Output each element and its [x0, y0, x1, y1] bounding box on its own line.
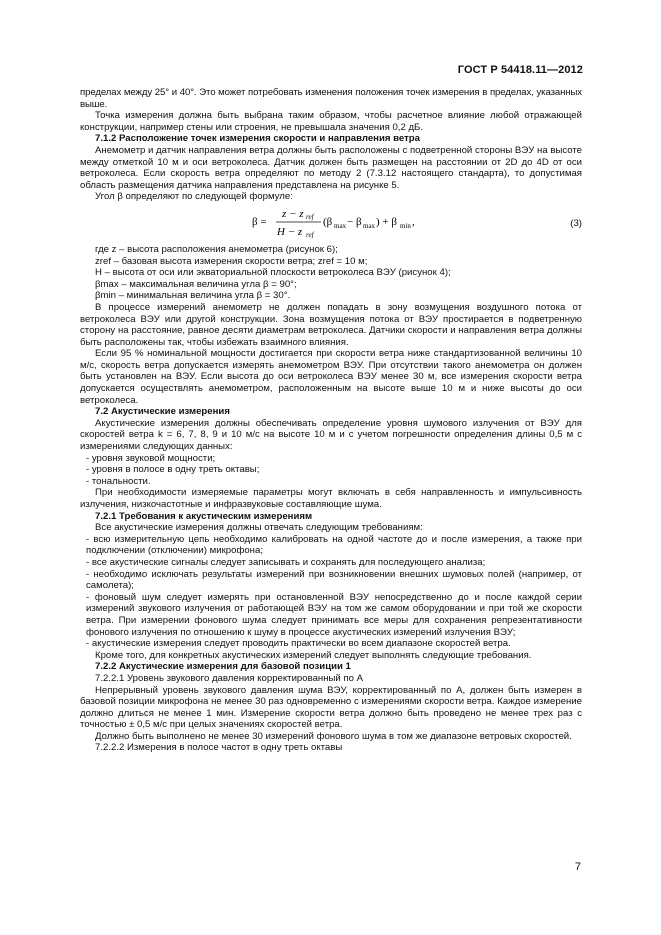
list-item: - уровня звуковой мощности; — [86, 452, 216, 464]
paragraph: Угол β определяют по следующей формуле: — [95, 191, 293, 203]
svg-text:max: max — [363, 221, 376, 230]
paragraph: Кроме того, для конкретных акустических измерений следует выполнять следующие требования. — [95, 649, 532, 661]
svg-text:β =: β = — [252, 215, 267, 228]
svg-text:H − z: H − z — [277, 225, 303, 238]
where-line: где z – высота расположения анемометра (рисунок 6); — [95, 243, 338, 255]
subsection-heading: 7.2.2.1 Уровень звукового давления корректированный по А — [95, 672, 364, 684]
doc-code-header: ГОСТ Р 54418.11—2012 — [457, 64, 583, 76]
svg-text:ref: ref — [306, 230, 314, 239]
svg-text:(β: (β — [323, 215, 333, 228]
paragraph: Непрерывный уровень звукового давления шума ВЭУ, корректированный по А, должен быть измерен в базовой позиции микрофона не менее 30 раз одновременно с измерениями скорости ветра. Каждое измерение должно длиться не менее 1 мин. Измерение скорости ветра должно быть проведено не менее трех раз с точностью ± 0,5 м/с при целых значениях скоростей ветра. — [80, 684, 582, 731]
paragraph: Акустические измерения должны обеспечивать определение уровня шумового излучения от ВЭУ для скоростей ветра k = 6, 7, 8, 9 и 10 м/с на высоте 10 м и с учетом погрешности определения длины 0,5 м с измерениями следующих данных: — [80, 417, 582, 453]
list-item: - фоновый шум следует измерять при остановленной ВЭУ непосредственно до и после каждой серии измерений звукового излучения от работающей ВЭУ на том же самом оборудовании и при той же скорости ветра. При измерении фонового шума следует принимать все меры для сохранения репрезентативности фонового излучения по отношению к шуму в процессе акустических измерений излучения ВЭУ; — [86, 591, 582, 638]
svg-text:,: , — [412, 215, 415, 228]
list-item: - необходимо исключать результаты измерений при возникновении внешних шумовых полей (например, от самолета); — [86, 568, 582, 592]
beta-formula — [250, 205, 450, 241]
list-item: - тональности. — [86, 475, 151, 487]
svg-text:z − z: z − z — [282, 207, 304, 220]
paragraph: Анемометр и датчик направления ветра должны быть расположены с подветренной стороны ВЭУ на высоте между отметкой 10 м и оси ветроколеса. Датчик должен быть размещен на расстоянии от 2D до 4D от оси ветроколеса. Если скорость ветра определяют по методу 2 (7.3.12 настоящего стандарта), то допустимая область размещения датчика направления представлена на рисунке 5. — [80, 144, 582, 191]
section-heading: 7.1.2 Расположение точек измерения скорости и направления ветра — [95, 133, 420, 145]
list-item: - акустические измерения следует проводить практически во всем диапазоне скоростей ветра. — [86, 638, 511, 650]
paragraph: Все акустические измерения должны отвечать следующим требованиям: — [95, 522, 423, 534]
svg-text:− β: − β — [347, 215, 362, 228]
subsection-heading: 7.2.2.2 Измерения в полосе частот в одну треть октавы — [95, 742, 343, 754]
document-body — [80, 87, 582, 754]
paragraph: В процессе измерений анемометр не должен попадать в зону возмущения воздушного потока от ветроколеса ВЭУ или другой конструкции. Зона возмущения потока от ВЭУ простирается в подветренную сторону на расстояние, равное десяти диаметрам ветроколеса. Датчики скорости и направления ветра должны быть расположены так, чтобы избежать взаимного влияния. — [80, 301, 582, 348]
paragraph: пределах между 25° и 40°. Это может потребовать изменения положения точек измерения в пределах, указанных выше. — [80, 87, 582, 110]
svg-text:max: max — [334, 221, 347, 230]
section-heading: 7.2.1 Требования к акустическим измерениям — [95, 510, 313, 522]
where-line: H – высота от оси или экваториальной плоскости ветроколеса ВЭУ (рисунок 4); — [95, 267, 451, 279]
section-heading: 7.2 Акустические измерения — [95, 406, 230, 418]
list-item: - все акустические сигналы следует записывать и сохранять для последующего анализа; — [86, 556, 486, 568]
paragraph: Точка измерения должна быть выбрана таким образом, чтобы расчетное влияние любой отражающей конструкции, например стены или строения, не превышала значения 0,2 дБ. — [80, 110, 582, 133]
formula-number: (3) — [570, 217, 582, 229]
where-line: zref – базовая высота измерения скорости ветра; zref = 10 м; — [95, 255, 368, 267]
svg-text:) + β: ) + β — [376, 215, 397, 228]
paragraph: Если 95 % номинальной мощности достигается при скорости ветра ниже стандартизованной величины 10 м/с, скорость ветра допускается измерять анемометром ВЭУ. При отсутствии такого анемометра он должен быть установлен на ВЭУ. Если высота до оси ветроколеса ВЭУ менее 30 м, все измерения скорости ветра допускается осуществлять анемометром, расположенным на высоте выше 10 м и ниже высоты до оси ветроколеса. — [80, 348, 582, 406]
list-item: - уровня в полосе в одну треть октавы; — [86, 464, 260, 476]
svg-text:min: min — [400, 221, 411, 230]
where-line: βmin – минимальная величина угла β = 30°. — [95, 290, 291, 302]
formula-block — [80, 205, 582, 241]
section-heading: 7.2.2 Акустические измерения для базовой позиции 1 — [95, 661, 351, 673]
list-item: - всю измерительную цепь необходимо калибровать на одной частоте до и после измерения, а также при подключении (отключении) микрофона; — [86, 533, 582, 557]
paragraph: При необходимости измеряемые параметры могут включать в себя направленность и импульсивность излучения, низкочастотные и инфразвуковые составляющие шума. — [80, 487, 582, 510]
svg-text:ref: ref — [306, 212, 314, 221]
paragraph: Должно быть выполнено не менее 30 измерений фонового шума в том же диапазоне ветровых скоростей. — [95, 730, 572, 742]
where-line: βmax – максимальная величина угла β = 90°; — [95, 278, 297, 290]
page-number: 7 — [574, 861, 581, 873]
